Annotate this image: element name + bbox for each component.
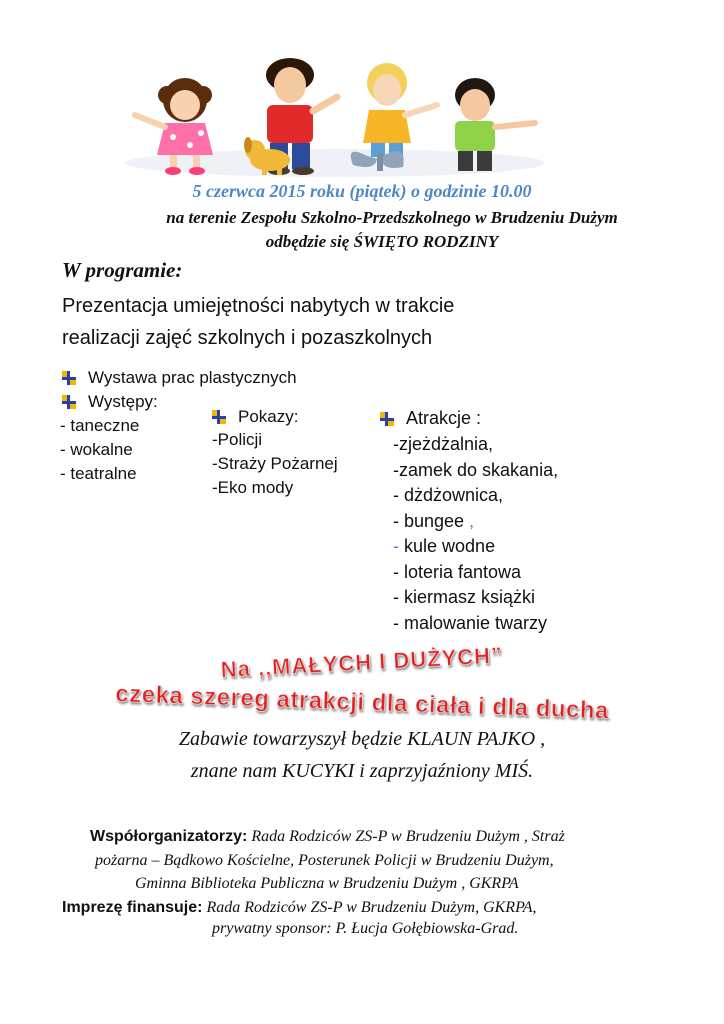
list-item: -Eko mody	[212, 478, 294, 497]
list-item: - wokalne	[60, 440, 133, 459]
finance-line-1	[62, 897, 702, 919]
finance-label: Imprezę finansuje:	[62, 899, 203, 916]
wystawa-label: Wystawa prac plastycznych	[88, 368, 297, 387]
list-item-text: kule wodne	[404, 536, 496, 556]
girl2-figure-icon	[363, 63, 437, 157]
list-item: - malowanie twarzy	[393, 612, 548, 633]
program-intro	[62, 290, 454, 354]
wystepy-label: Występy:	[88, 392, 158, 411]
event-title: odbędzie się ŚWIĘTO RODZINY	[265, 232, 499, 251]
list-item: -zamek do skakania,	[393, 459, 559, 480]
program-intro-line: realizacji zajęć szkolnych i pozaszkolnych	[62, 327, 433, 349]
bungee-comma: ,	[469, 510, 475, 531]
list-item	[393, 534, 558, 560]
banner-line-2: czeka szereg atrakcji dla ciała i dla ducha	[114, 680, 610, 725]
atrakcje-list	[393, 432, 558, 636]
list-item-text: - bungee	[393, 510, 465, 531]
coorg-text: Rada Rodziców ZS-P w Brudzeniu Dużym , Straż	[247, 828, 565, 845]
list-item: - dżdżownica,	[393, 485, 504, 505]
list-item	[393, 509, 558, 535]
list-item: - taneczne	[60, 416, 140, 435]
wystepy-list	[60, 414, 139, 486]
event-venue: na terenie Zespołu Szkolno-Przedszkolnego w Brudzeniu Dużym	[166, 208, 618, 227]
coorg-label: Współorganizatorzy:	[90, 828, 248, 845]
wystawa-row	[62, 368, 297, 388]
list-item: -Policji	[212, 430, 263, 449]
kule-dash: -	[393, 536, 399, 556]
pokazy-list	[212, 428, 338, 500]
atrakcje-label: Atrakcje :	[406, 408, 482, 428]
list-item: -zjeżdżalnia,	[393, 434, 494, 454]
wystepy-row	[62, 392, 158, 412]
bullet-icon	[380, 412, 394, 426]
coorg-line-3: Gminna Biblioteka Publiczna w Brudzeniu Dużym , GKRPA	[135, 875, 519, 892]
pokazy-label: Pokazy:	[238, 407, 299, 426]
entertainment-line-1: Zabawie towarzyszył będzie KLAUN PAJKO ,	[178, 728, 546, 750]
list-item: - teatralne	[60, 464, 137, 483]
pokazy-row	[212, 407, 298, 427]
finance-line-2: prywatny sponsor: P. Łucja Gołębiowska-Grad.	[212, 920, 519, 937]
atrakcje-row	[380, 408, 481, 429]
coorg-line-2: pożarna – Bądkowo Kościelne, Posterunek Policji w Brudzeniu Dużym,	[95, 852, 554, 869]
finance-text: Rada Rodziców ZS-P w Brudzeniu Dużym, GKRPA,	[202, 899, 537, 916]
bullet-icon	[212, 410, 226, 424]
coorg-line-1	[90, 826, 710, 848]
list-item: -Straży Pożarnej	[212, 454, 338, 473]
wordart-banner	[0, 636, 724, 726]
program-intro-line: Prezentacja umiejętności nabytych w trakcie	[62, 295, 455, 317]
list-item: - loteria fantowa	[393, 561, 522, 582]
entertainment-line-2: znane nam KUCYKI i zaprzyjaźniony MIŚ.	[190, 760, 534, 782]
bullet-icon	[62, 371, 76, 385]
banner-line-1: Na ,,MAŁYCH I DUŻYCH”	[220, 642, 504, 683]
children-clipart	[115, 55, 555, 180]
list-item: - kiermasz książki	[393, 587, 536, 607]
event-date: 5 czerwca 2015 roku (piątek) o godzinie 10.00	[192, 181, 532, 201]
program-heading: W programie:	[62, 258, 183, 282]
bullet-icon	[62, 395, 76, 409]
